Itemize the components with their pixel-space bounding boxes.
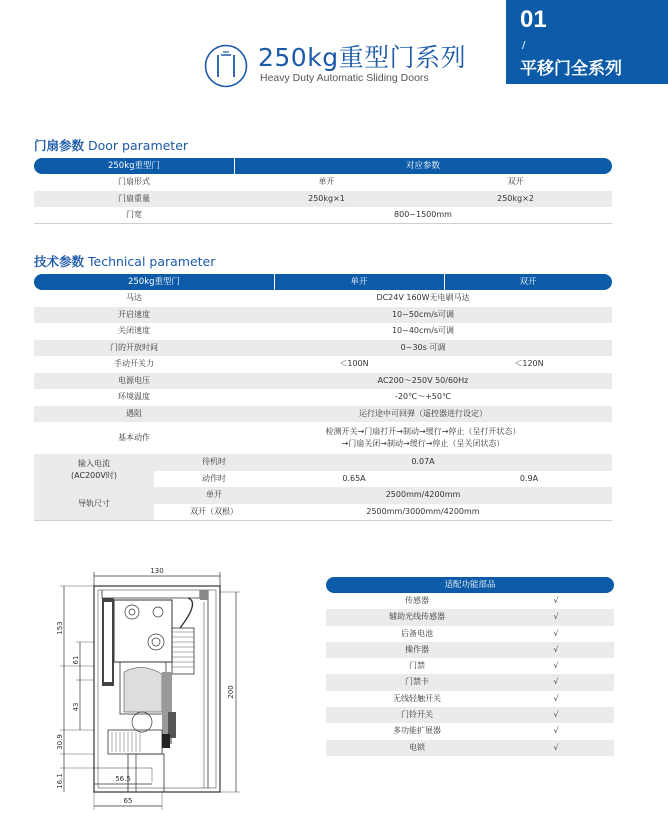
- cell-merged: -20℃～+50℃: [395, 392, 451, 401]
- accessory-name: 辅助光线传感器: [389, 612, 445, 622]
- check-mark: √: [553, 612, 559, 622]
- series-name: 平移门全系列: [520, 59, 622, 79]
- table-row: [34, 406, 612, 423]
- table-row: [34, 323, 612, 340]
- check-mark: √: [553, 677, 559, 687]
- rail-label: 导轨尺寸: [34, 487, 154, 520]
- cell-merged: 0~30s 可调: [400, 342, 446, 352]
- rail-double-value: 2500mm/3000mm/4200mm: [366, 506, 480, 516]
- standby-label: 待机时: [202, 457, 226, 466]
- check-mark: √: [553, 628, 559, 638]
- cell-single: ＜100N: [339, 359, 369, 368]
- cell-line2: →门扇关闭→制动→缓行→停止（呈关闭状态）: [341, 439, 505, 448]
- page-subtitle: Heavy Duty Automatic Sliding Doors: [260, 72, 429, 84]
- row-label: 基本动作: [118, 433, 150, 442]
- table-row: [34, 191, 612, 208]
- row-label: 环境温度: [118, 392, 150, 401]
- check-mark: √: [553, 693, 559, 703]
- header-cell: 250kg重型门: [127, 277, 181, 287]
- dim-56-5: 56.5: [115, 775, 131, 783]
- check-mark: √: [553, 596, 559, 605]
- table-row: [34, 207, 612, 224]
- row-label: 马达: [126, 293, 142, 302]
- table-row: [326, 707, 614, 723]
- table-row-current: [34, 454, 612, 487]
- dim-30-9: 30.9: [56, 734, 64, 750]
- technical-parameter-heading: [34, 252, 215, 270]
- table-row: [34, 290, 612, 307]
- door-parameter-title-en: Door parameter: [88, 138, 189, 153]
- accessory-name: 无线轻触开关: [393, 693, 441, 703]
- accessory-name: 电锁: [409, 742, 425, 752]
- series-number: 01: [520, 6, 547, 33]
- table-row: [326, 674, 614, 690]
- accessory-name: 门铃开关: [401, 710, 433, 720]
- table-row: [34, 174, 612, 191]
- rail-single-value: 2500mm/4200mm: [385, 490, 461, 499]
- door-parameter-title-cn: 门扇参数: [34, 138, 85, 153]
- table-header-row: [326, 577, 614, 593]
- table-row: [326, 691, 614, 707]
- check-mark: √: [553, 644, 559, 654]
- standby-value: 0.07A: [411, 457, 435, 466]
- dim-16-1: 16.1: [56, 773, 64, 789]
- table-header-row: [34, 274, 612, 290]
- running-single: 0.65A: [342, 473, 366, 483]
- cell-merged: 800~1500mm: [394, 210, 452, 219]
- header-cell: 单开: [350, 277, 368, 287]
- table-row: [326, 593, 614, 609]
- dim-153: 153: [56, 621, 64, 635]
- cell-merged: 10~50cm/s可调: [391, 309, 455, 319]
- dim-top-width: 130: [150, 567, 164, 575]
- check-mark: √: [553, 726, 559, 736]
- table-header-row: [34, 158, 612, 174]
- cell-double: 双开: [507, 177, 524, 186]
- cell-merged: AC200～250V 50/60Hz: [377, 375, 469, 385]
- row-label: 开启速度: [118, 309, 150, 319]
- row-label: 门宽: [126, 210, 142, 219]
- rail-single-label: 单开: [206, 490, 222, 499]
- accessory-name: 后备电池: [401, 628, 433, 638]
- accessory-name: 多功能扩展器: [393, 726, 441, 736]
- table-row: [326, 658, 614, 674]
- dim-65: 65: [123, 797, 133, 805]
- table-row: [326, 740, 614, 756]
- row-label: 门的开放时间: [110, 342, 158, 352]
- check-mark: √: [553, 742, 559, 752]
- table-row: [326, 642, 614, 658]
- door-parameter-table: [34, 158, 612, 224]
- page-title: 250kg重型门系列: [258, 43, 467, 72]
- series-corner-badge: [506, 0, 668, 84]
- table-row: [34, 340, 612, 357]
- series-slash: /: [522, 40, 526, 51]
- accessory-name: 操作器: [405, 644, 429, 654]
- current-label-line2: (AC200V时): [71, 471, 117, 480]
- running-label: 动作时: [202, 473, 226, 483]
- series-logo-icon: [204, 44, 248, 88]
- accessory-name: 门禁卡: [405, 677, 429, 687]
- check-mark: √: [553, 710, 559, 720]
- table-row: [326, 626, 614, 642]
- accessory-name: 门禁: [409, 661, 425, 671]
- row-label: 手动开关力: [114, 359, 154, 368]
- row-label: 电源电压: [118, 375, 150, 385]
- table-row: [34, 307, 612, 324]
- table-row: [34, 389, 612, 406]
- row-label: 关闭速度: [118, 326, 150, 335]
- accessories-title: 适配功能部品: [444, 580, 496, 590]
- header-cell: 对应参数: [405, 161, 440, 171]
- table-row: [326, 609, 614, 625]
- table-row-rail: [34, 487, 612, 520]
- operator-cross-section-drawing: [50, 562, 250, 812]
- cell-single: 单开: [318, 177, 335, 186]
- table-row: [34, 422, 612, 454]
- dim-43: 43: [72, 702, 80, 712]
- dim-61: 61: [72, 655, 80, 665]
- running-double: 0.9A: [519, 473, 539, 483]
- cell-merged: 10~40cm/s可调: [391, 326, 455, 335]
- cell-merged: 运行途中可回弹（遥控器进行设定）: [359, 408, 487, 418]
- check-mark: √: [553, 661, 559, 671]
- rail-double-label: 双开（双根）: [190, 506, 238, 516]
- row-label: 门扇形式: [118, 177, 150, 186]
- technical-parameter-table: [34, 274, 612, 520]
- row-label: 遇阻: [126, 408, 142, 418]
- technical-parameter-title-cn: 技术参数: [34, 254, 85, 269]
- header-cell: 双开: [519, 277, 537, 287]
- dim-200: 200: [227, 685, 235, 699]
- cell-merged: DC24V 160W无电刷马达: [376, 293, 470, 302]
- table-row: [34, 356, 612, 373]
- technical-parameter-title-en: Technical parameter: [88, 254, 216, 269]
- cell-line1: 检测开关→门扇打开→制动→缓行→停止（呈打开状态）: [325, 427, 521, 436]
- row-label: 门扇重量: [118, 193, 150, 203]
- cell-single: 250kg×1: [308, 193, 345, 203]
- current-label-line1: 输入电流: [78, 459, 110, 468]
- table-row: [34, 373, 612, 390]
- accessories-table: [326, 577, 614, 756]
- cell-double: ＜120N: [514, 359, 544, 368]
- cell-double: 250kg×2: [497, 193, 534, 203]
- door-parameter-heading: [34, 136, 188, 154]
- accessory-name: 传感器: [405, 596, 429, 605]
- header-cell: 250kg重型门: [107, 161, 161, 171]
- table-row: [326, 723, 614, 739]
